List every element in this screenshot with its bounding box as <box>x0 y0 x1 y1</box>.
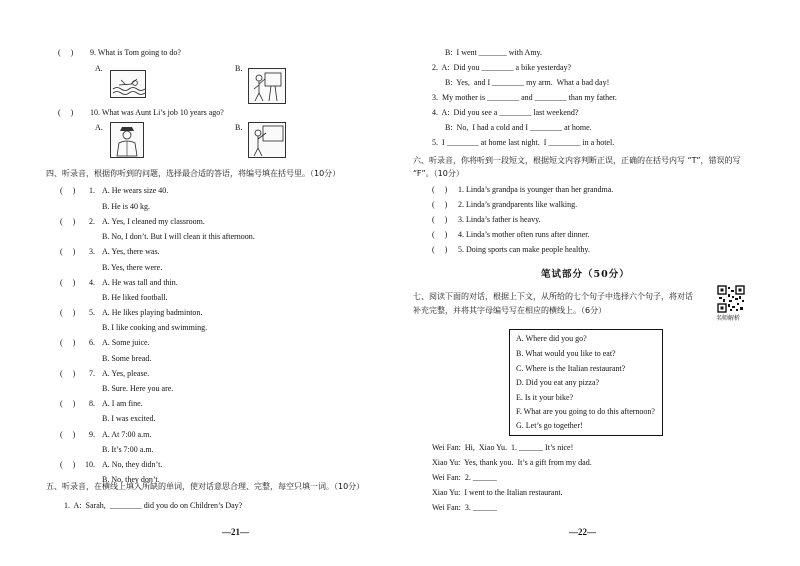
option-a-label: A. <box>95 123 103 132</box>
answer-paren[interactable]: ( ) <box>60 247 76 256</box>
option-b-text: B. No, they don’t. <box>102 475 160 484</box>
option-a-text: A. At 7:00 a.m. <box>102 430 152 439</box>
fill-line[interactable]: B: Yes, and I ________ my arm. What a bad day! <box>445 78 610 87</box>
option-a-text: A. Yes, there was. <box>102 247 160 256</box>
section-6-title-cont: “F”。（10分） <box>413 169 464 178</box>
option-b-label: B. <box>235 123 243 132</box>
option-b-text: B. He is 40 kg. <box>102 202 150 211</box>
option-a-text: A. Yes, please. <box>102 369 150 378</box>
option-sentence: G. Let’s go together! <box>516 421 583 430</box>
option-b-text: B. I like cooking and swimming. <box>102 323 208 332</box>
option-a-label: A. <box>95 64 103 73</box>
swimming-picture <box>110 70 146 98</box>
section-4-title: 四、听录音，根据你听到的问题，选择最合适的答语，将编号填在括号里。（10分） <box>46 169 341 178</box>
fill-line[interactable]: B: I went _______ with Amy. <box>445 48 543 57</box>
dialogue-line[interactable]: Wei Fan: Hi, Xiao Yu. 1. ______ It’s nice! <box>432 443 574 452</box>
option-b-text: B. I was excited. <box>102 414 156 423</box>
option-a-text: A. He likes playing badminton. <box>102 308 203 317</box>
police-officer-icon <box>111 123 143 157</box>
answer-paren[interactable]: ( ) <box>58 108 74 117</box>
painting-picture <box>248 68 286 104</box>
fill-line[interactable]: 4. A: Did you see a ________ last weekend? <box>432 108 579 117</box>
fill-question-1[interactable]: 1. A: Sarah, ________ did you do on Children’s Day? <box>64 501 243 510</box>
section-5-title: 五、听录音，在横线上填入所缺的单词，使对话意思合理、完整，每空只填一词。（10分） <box>46 482 365 491</box>
option-a-text: A. I am fine. <box>102 399 143 408</box>
question-9-text: 9. What is Tom going to do? <box>90 48 181 57</box>
option-sentence: A. Where did you go? <box>516 334 587 343</box>
option-a-text: A. Yes, I cleaned my classroom. <box>102 217 205 226</box>
item-number: 3. <box>89 247 95 256</box>
question-10-text: 10. What was Aunt Li’s job 10 years ago? <box>90 108 224 117</box>
tf-statement: 1. Linda’s grandpa is younger than her grandma. <box>458 185 614 194</box>
tf-statement: 3. Linda’s father is heavy. <box>458 215 541 224</box>
qr-code-icon <box>717 285 745 313</box>
option-b-text: B. Some bread. <box>102 354 152 363</box>
option-a-text: A. He was tall and thin. <box>102 278 178 287</box>
page-number: —22— <box>569 527 596 537</box>
item-number: 7. <box>89 369 95 378</box>
section-7-title: 七、阅读下面的对话，根据上下文，从所给的七个句子中选择六个句子，将对话 <box>413 292 693 301</box>
answer-paren[interactable]: ( ) <box>60 338 76 347</box>
answer-paren[interactable]: ( ) <box>432 245 448 254</box>
option-b-text: B. Yes, there were. <box>102 263 163 272</box>
option-sentence: E. Is it your bike? <box>516 393 574 402</box>
answer-paren[interactable]: ( ) <box>432 200 448 209</box>
section-6-title: 六、听录音，你将听到一段短文，根据短文内容判断正误，正确的在括号内写 “T”，错误的写 <box>413 156 741 165</box>
answer-paren[interactable]: ( ) <box>60 430 76 439</box>
option-a-text: A. No, they didn’t. <box>102 460 163 469</box>
item-number: 5. <box>89 308 95 317</box>
tf-statement: 2. Linda’s grandparents like walking. <box>458 200 578 209</box>
option-sentence: B. What would you like to eat? <box>516 349 616 358</box>
option-sentence: C. Where is the Italian restaurant? <box>516 364 626 373</box>
qr-caption: 名师解析 <box>716 315 741 322</box>
option-b-text: B. Sure. Here you are. <box>102 384 174 393</box>
answer-paren[interactable]: ( ) <box>60 460 76 469</box>
dialogue-line[interactable]: Wei Fan: 3. ______ <box>432 503 497 512</box>
option-a-text: A. He wears size 40. <box>102 186 169 195</box>
item-number: 9. <box>89 430 95 439</box>
answer-paren[interactable]: ( ) <box>432 230 448 239</box>
answer-paren[interactable]: ( ) <box>60 217 76 226</box>
answer-paren[interactable]: ( ) <box>60 369 76 378</box>
answer-paren[interactable]: ( ) <box>60 399 76 408</box>
answer-paren[interactable]: ( ) <box>58 48 74 57</box>
teacher-picture <box>248 122 286 158</box>
option-sentence: D. Did you eat any pizza? <box>516 378 600 387</box>
item-number: 10. <box>85 460 95 469</box>
answer-paren[interactable]: ( ) <box>60 186 76 195</box>
teacher-icon <box>249 123 285 157</box>
fill-line[interactable]: B: No, I had a cold and I ________ at home. <box>445 123 592 132</box>
item-number: 6. <box>89 338 95 347</box>
option-b-text: B. It’s 7:00 a.m. <box>102 445 154 454</box>
dialogue-line: Xiao Yu: I went to the Italian restaurant. <box>432 488 563 497</box>
fill-line[interactable]: 3. My mother is ________ and ________ than my father. <box>432 93 617 102</box>
written-section-heading: 笔试部分（50分） <box>541 269 630 280</box>
answer-paren[interactable]: ( ) <box>60 308 76 317</box>
option-b-text: B. He liked football. <box>102 293 168 302</box>
fill-line[interactable]: 2. A: Did you ________ a bike yesterday? <box>432 63 572 72</box>
painter-icon <box>249 69 285 103</box>
dialogue-line[interactable]: Wei Fan: 2. ______ <box>432 473 497 482</box>
answer-paren[interactable]: ( ) <box>432 185 448 194</box>
page-number: —21— <box>222 527 249 537</box>
answer-paren[interactable]: ( ) <box>60 278 76 287</box>
fill-line[interactable]: 5. I ________ at home last night. I ________ in a hotel. <box>432 138 615 147</box>
section-7-title-cont: 补充完整，并将其字母编号写在相应的横线上。（6分） <box>413 306 607 315</box>
item-number: 4. <box>89 278 95 287</box>
answer-paren[interactable]: ( ) <box>432 215 448 224</box>
tf-statement: 5. Doing sports can make people healthy. <box>458 245 590 254</box>
option-b-label: B. <box>235 64 243 73</box>
option-sentence: F. What are you going to do this afternoon? <box>516 407 655 416</box>
swimmer-icon <box>111 71 145 97</box>
tf-statement: 4. Linda’s mother often runs after dinner. <box>458 230 590 239</box>
item-number: 8. <box>89 399 95 408</box>
option-a-text: A. Some juice. <box>102 338 150 347</box>
qr-code[interactable] <box>717 285 745 313</box>
dialogue-line: Xiao Yu: Yes, thank you. It’s a gift from my dad. <box>432 458 592 467</box>
item-number: 2. <box>89 217 95 226</box>
item-number: 1. <box>89 186 95 195</box>
policeman-picture <box>110 122 144 158</box>
option-b-text: B. No, I don’t. But I will clean it this afternoon. <box>102 232 255 241</box>
